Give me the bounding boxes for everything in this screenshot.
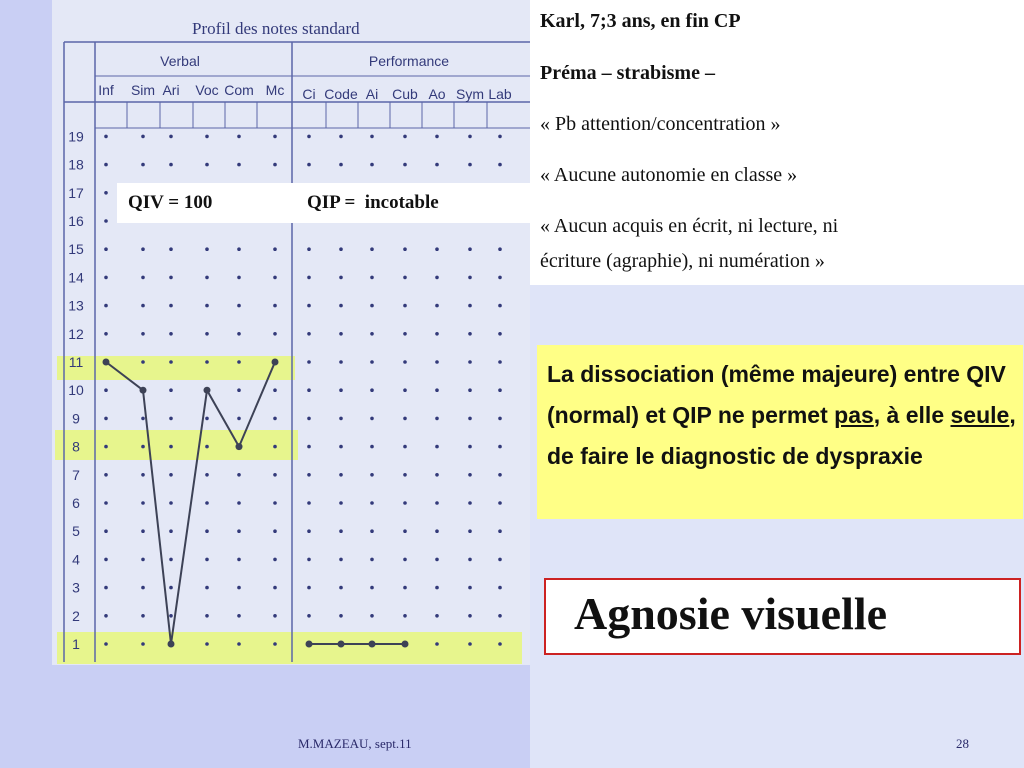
qip-label: QIP = incotable [307,192,439,213]
grid-dot [273,332,277,336]
grid-dot [370,247,374,251]
grid-dot [104,614,108,618]
grid-dot [104,529,108,533]
grid-dot [205,163,209,167]
grid-dot [169,614,173,618]
grid-dot [104,501,108,505]
grid-dot [141,304,145,308]
grid-dot [273,247,277,251]
grid-dot [339,445,343,449]
grid-dot [237,501,241,505]
subtest-label-ci: Ci [302,86,316,102]
grid-dot [273,501,277,505]
grid-dot [468,276,472,280]
grid-dot [498,276,502,280]
score-point [168,641,175,648]
grid-dot [237,529,241,533]
grid-dot [498,135,502,139]
grid-dot [370,388,374,392]
grid-dot [169,304,173,308]
note-autonomy: « Aucune autonomie en classe » [540,164,798,186]
score-point [369,641,376,648]
grid-dot [307,445,311,449]
grid-dot [435,501,439,505]
grid-dot [468,304,472,308]
grid-dot [104,219,108,223]
grid-dot [237,360,241,364]
score-point [204,387,211,394]
grid-dot [468,445,472,449]
grid-dot [370,163,374,167]
grid-dot [104,417,108,421]
subtest-label-inf: Inf [98,82,114,98]
grid-dot [370,304,374,308]
grid-dot [237,304,241,308]
grid-dot [435,473,439,477]
grid-dot [403,586,407,590]
grid-dot [273,642,277,646]
y-tick-label: 5 [72,523,80,540]
grid-dot [498,417,502,421]
grid-dot [370,473,374,477]
grid-dot [273,388,277,392]
grid-dot [205,529,209,533]
grid-dot [435,247,439,251]
grid-dot [104,473,108,477]
grid-dot [339,388,343,392]
grid-dot [273,558,277,562]
grid-dot [307,614,311,618]
column-separators [127,102,487,128]
grid-dot [403,135,407,139]
grid-dot [498,445,502,449]
grid-dot [307,501,311,505]
grid-dot [307,247,311,251]
grid-dot [468,642,472,646]
grid-dot [141,332,145,336]
score-point [140,387,147,394]
grid-dot [237,473,241,477]
subtest-label-ai: Ai [365,86,379,102]
grid-dot [141,360,145,364]
grid-dot [498,586,502,590]
grid-dot [237,332,241,336]
y-axis-ticks [68,128,84,652]
grid-dot [498,473,502,477]
grid-dot [339,332,343,336]
grid-dot [498,614,502,618]
grid-dot [339,247,343,251]
score-point [272,359,279,366]
grid-dot [498,247,502,251]
grid-dot [370,614,374,618]
score-point [338,641,345,648]
footer-author: M.MAZEAU, sept.11 [298,736,412,751]
grid-dot [104,276,108,280]
grid-dot [307,388,311,392]
grid-dot [339,558,343,562]
grid-dot [498,163,502,167]
grid-dot [403,558,407,562]
grid-dot [435,135,439,139]
grid-dot [307,163,311,167]
grid-dot [141,417,145,421]
grid-dot [205,332,209,336]
grid-dot [104,586,108,590]
grid-dot [435,529,439,533]
y-tick-label: 8 [72,438,80,455]
grid-dot [237,417,241,421]
group-header-performance: Performance [368,53,450,69]
y-tick-label: 3 [72,579,80,596]
grid-dot [237,388,241,392]
grid-dot [370,332,374,336]
grid-dot [273,304,277,308]
grid-dot [339,304,343,308]
grid-dot [104,642,108,646]
y-tick-label: 2 [72,607,80,624]
grid-dot [370,445,374,449]
grid-dot [403,247,407,251]
group-headers [160,53,449,69]
grid-dot [307,276,311,280]
grid-dot [205,558,209,562]
grid-dot [141,642,145,646]
subtest-label-ari: Ari [162,82,180,98]
grid-dot [205,501,209,505]
grid-dot [435,163,439,167]
group-header-verbal: Verbal [160,53,200,69]
grid-dot [307,360,311,364]
chart-title: Profil des notes standard [192,19,360,38]
grid-dot [141,558,145,562]
grid-dot [307,558,311,562]
grid-dot [169,473,173,477]
grid-dot [307,332,311,336]
grid-dot [104,558,108,562]
subtest-label-ao: Ao [428,86,446,102]
grid-dot [307,586,311,590]
grid-dot [339,276,343,280]
note-learning-2: écriture (agraphie), ni numération » [540,250,825,272]
grid-dot [169,417,173,421]
grid-dot [370,558,374,562]
grid-dot [205,642,209,646]
grid-dot [403,276,407,280]
y-tick-label: 4 [72,551,80,568]
grid-dot [237,558,241,562]
grid-dot [237,247,241,251]
grid-dot [498,360,502,364]
grid-dot [169,529,173,533]
grid-dot [205,247,209,251]
grid-dot [205,614,209,618]
subtest-label-com: Com [224,82,254,98]
score-lines [106,362,405,644]
grid-dot [339,163,343,167]
grid-dot [435,445,439,449]
grid-dot [141,586,145,590]
chart-grid [64,42,530,662]
grid-dot [141,276,145,280]
grid-dot [339,360,343,364]
grid-dot [273,614,277,618]
grid-dot [339,529,343,533]
subtest-label-sym: Sym [456,86,484,102]
grid-dot [104,135,108,139]
grid-dot [403,473,407,477]
score-line-verbal [106,362,275,644]
grid-dot [339,473,343,477]
grid-dot [205,135,209,139]
grid-dot [468,501,472,505]
grid-dot [339,135,343,139]
grid-dot [498,501,502,505]
grid-dot [237,135,241,139]
grid-dot [435,360,439,364]
grid-dot [273,276,277,280]
underline-pas: pas [834,402,874,428]
grid-dot [435,614,439,618]
grid-dot [370,360,374,364]
grid-dot [403,163,407,167]
grid-dot [307,135,311,139]
grid-dot [104,163,108,167]
grid-dot [307,473,311,477]
grid-dot [339,614,343,618]
score-point [103,359,110,366]
y-tick-label: 1 [72,636,80,652]
grid-dot [169,163,173,167]
dissociation-text: La dissociation (même majeure) entre QIV (normal) et QIP ne permet pas, à elle seule, de faire le diagnostic de dyspraxie [547,361,1016,469]
footer-page-number: 28 [956,736,969,751]
grid-dot [403,417,407,421]
grid-dot [307,529,311,533]
grid-dot [104,445,108,449]
y-tick-label: 18 [68,156,84,173]
diagnosis-title: Agnosie visuelle [574,588,888,639]
grid-dot [169,501,173,505]
grid-dot [205,304,209,308]
score-point [306,641,313,648]
note-history: Préma – strabisme – [540,62,715,84]
grid-dot [498,642,502,646]
grid-dot [468,473,472,477]
grid-dot [169,247,173,251]
y-tick-label: 6 [72,495,80,511]
grid-dot [435,276,439,280]
grid-dot [370,135,374,139]
grid-dot [141,247,145,251]
grid-dot [104,332,108,336]
grid-dot [468,388,472,392]
grid-dot [169,558,173,562]
y-tick-label: 12 [68,325,84,342]
grid-dot [141,445,145,449]
grid-dot [273,529,277,533]
grid-dot [205,445,209,449]
grid-dot [104,388,108,392]
grid-dot [498,332,502,336]
grid-dot [435,332,439,336]
grid-dot [205,473,209,477]
grid-dot [498,558,502,562]
grid-dot [468,529,472,533]
y-tick-label: 7 [72,466,80,483]
grid-dot [169,445,173,449]
y-tick-label: 16 [68,213,84,229]
grid-dot [205,276,209,280]
grid-dot [339,586,343,590]
grid-dot [435,558,439,562]
grid-dot [468,417,472,421]
grid-dot [468,614,472,618]
grid-dot [435,586,439,590]
grid-dot [339,501,343,505]
grid-dot [237,614,241,618]
grid-dot [498,304,502,308]
subtest-label-code: Code [324,86,358,102]
grid-dot [169,276,173,280]
grid-dot [498,388,502,392]
grid-dot [169,360,173,364]
grid-dot [468,332,472,336]
subtest-label-lab: Lab [488,86,512,102]
grid-dot [468,558,472,562]
score-points [103,359,409,648]
grid-dot [403,529,407,533]
grid-dot [468,163,472,167]
note-patient: Karl, 7;3 ans, en fin CP [540,10,741,32]
grid-dot [370,276,374,280]
y-tick-label: 11 [68,354,84,370]
grid-dot [205,417,209,421]
subtest-label-cub: Cub [392,86,418,102]
score-point [402,641,409,648]
grid-dot [237,586,241,590]
grid-dot [237,163,241,167]
grid-dot [273,445,277,449]
grid-dot [468,586,472,590]
grid-dot [403,304,407,308]
grid-dot [403,332,407,336]
grid-dot [237,276,241,280]
grid-dot [339,417,343,421]
qiv-label: QIV = 100 [128,192,213,213]
grid-dot [307,417,311,421]
y-tick-label: 19 [68,128,84,145]
y-tick-label: 15 [68,241,84,258]
grid-dot [468,135,472,139]
grid-dot [141,614,145,618]
grid-dot [237,642,241,646]
underline-seule: seule [950,402,1010,428]
grid-dot [273,417,277,421]
y-tick-label: 14 [68,269,84,286]
grid-dot [307,304,311,308]
grid-dot [468,360,472,364]
note-attention: « Pb attention/concentration » [540,113,781,135]
score-point [236,443,243,450]
grid-dot [141,473,145,477]
grid-dot [141,163,145,167]
grid-dot [104,304,108,308]
grid-dot [104,247,108,251]
grid-dot [403,388,407,392]
y-tick-label: 9 [72,410,80,427]
grid-dot [435,304,439,308]
subtest-headers [98,82,512,102]
y-tick-label: 17 [68,184,84,201]
grid-dot [370,501,374,505]
grid-dot [403,360,407,364]
grid-dot [468,247,472,251]
grid-dot [205,586,209,590]
grid-dot [403,501,407,505]
note-learning-1: « Aucun acquis en écrit, ni lecture, ni [540,215,839,237]
y-tick-label: 13 [68,297,84,314]
subtest-label-mc: Mc [265,82,285,98]
grid-dot [273,473,277,477]
grid-dot [273,135,277,139]
grid-dot [370,529,374,533]
grid-dot [435,642,439,646]
grid-dot [273,586,277,590]
grid-dot [403,614,407,618]
grid-dot [141,135,145,139]
grid-dot [205,360,209,364]
grid-dot [273,163,277,167]
grid-dot [169,135,173,139]
subtest-label-voc: Voc [195,82,219,98]
subtest-label-sim: Sim [130,82,156,98]
grid-dot [370,586,374,590]
grid-dot [104,191,108,195]
grid-dot [169,332,173,336]
grid-dot [141,501,145,505]
grid-dot [498,529,502,533]
grid-dot [169,586,173,590]
grid-dot [435,388,439,392]
y-tick-label: 10 [68,382,84,399]
grid-dot [141,529,145,533]
grid-dot [403,445,407,449]
grid-dot [169,388,173,392]
grid-dot [435,417,439,421]
grid-dot [370,417,374,421]
